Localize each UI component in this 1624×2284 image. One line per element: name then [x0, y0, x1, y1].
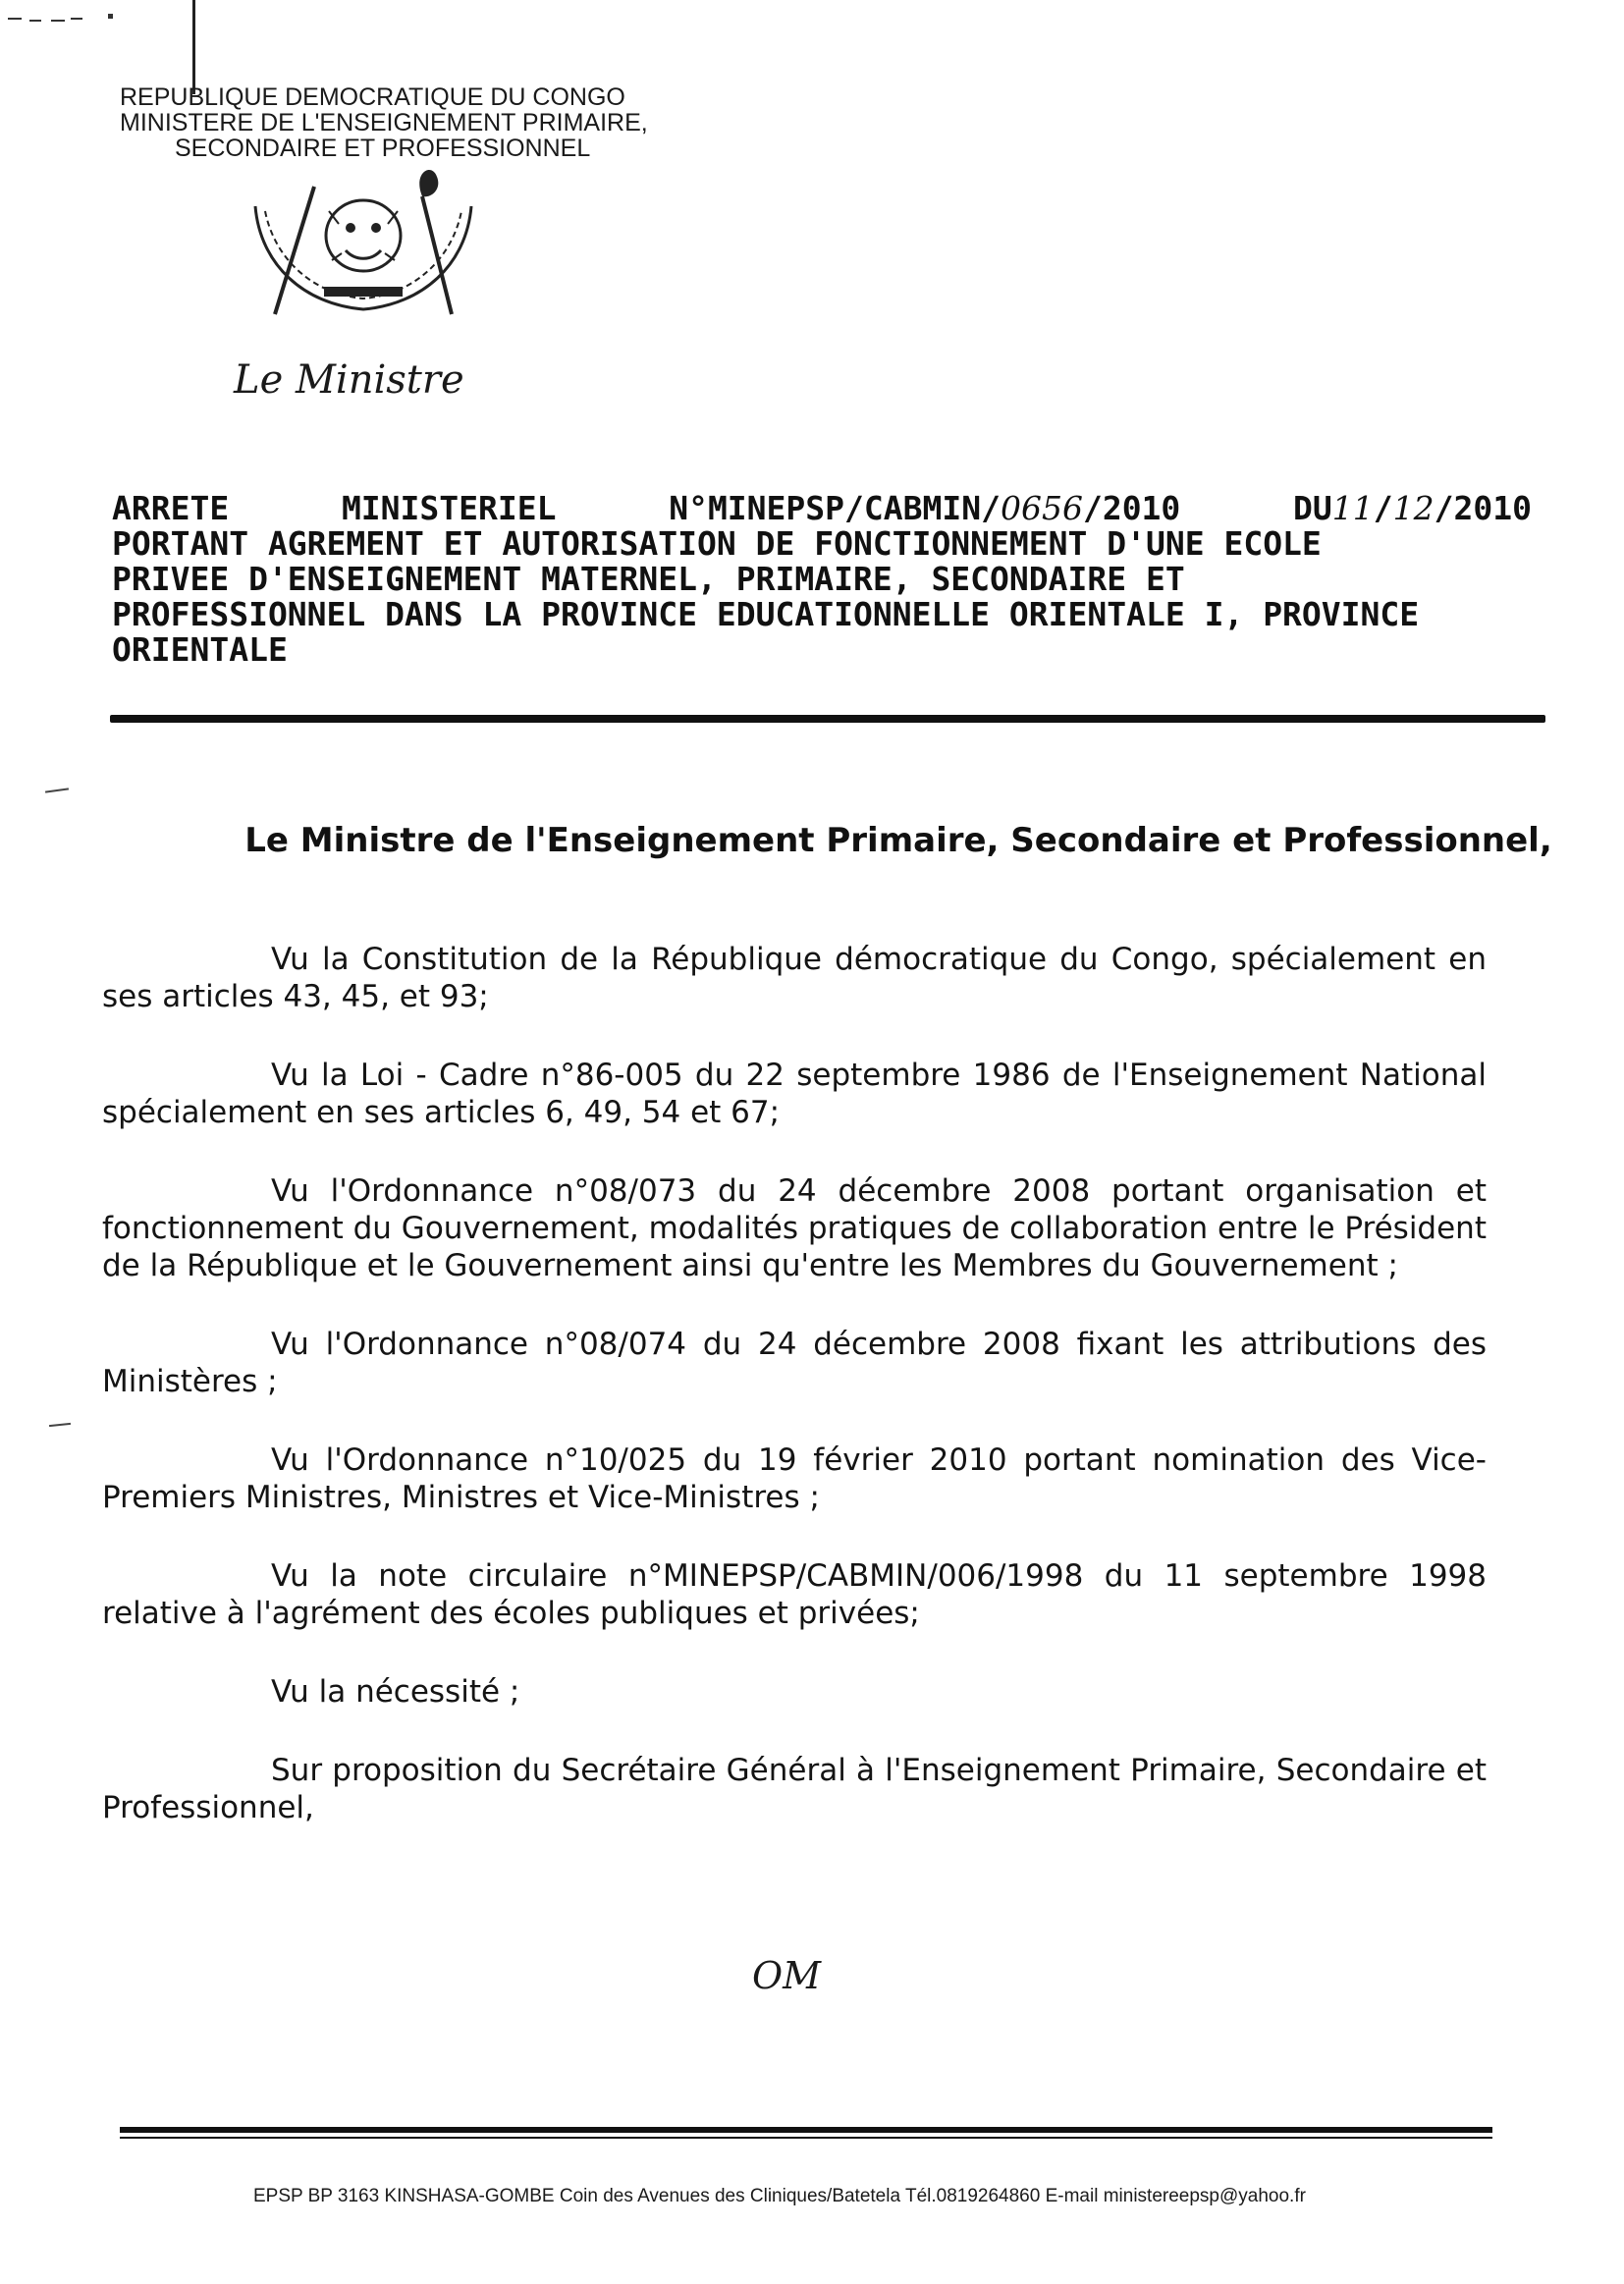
handwritten-initials: OM — [752, 1954, 822, 1997]
date-label: DU — [1293, 489, 1332, 527]
paragraph-necessite: Vu la nécessité ; — [271, 1674, 520, 1710]
title-divider — [110, 715, 1545, 723]
footer-contact: EPSP BP 3163 KINSHASA-GOMBE Coin des Avenues des Cliniques/Batetela Tél.0819264860 E-mail ministereepsp@yahoo.fr — [253, 2186, 1306, 2206]
date-year: /2010 — [1434, 489, 1532, 527]
title-line-3: PRIVEE D'ENSEIGNEMENT MATERNEL, PRIMAIRE, SECONDAIRE ET — [112, 560, 1185, 598]
title-word-ministeriel: MINISTERIEL — [341, 489, 557, 527]
letterhead — [120, 84, 648, 161]
title-word-arrete: ARRETE — [112, 489, 230, 527]
reference-year: /2010 — [1082, 489, 1181, 527]
paragraph-ordonnance-08-073: Vu l'Ordonnance n°08/073 du 24 décembre 2008 portant organisation et fonctionnement du Gouvernement, modalités pratiques de collaboration entre le Président de la République et le Gouvernement ainsi qu'entre les Membres du Gouvernement ; — [102, 1173, 1487, 1283]
coat-of-arms-icon — [236, 167, 491, 334]
scan-mark — [45, 788, 69, 792]
paragraph-loi-cadre: Vu la Loi - Cadre n°86-005 du 22 septembre 1986 de l'Enseignement National spécialement en ses articles 6, 49, 54 et 67; — [102, 1058, 1487, 1130]
scan-speck — [108, 14, 113, 19]
paragraph-constitution: Vu la Constitution de la République démocratique du Congo, spécialement en ses articles 43, 45, et 93; — [102, 942, 1487, 1014]
paragraph-note-circulaire: Vu la note circulaire n°MINEPSP/CABMIN/006/1998 du 11 septembre 1998 relative à l'agrément des écoles publiques et privées; — [102, 1558, 1487, 1631]
letterhead-ministry: MINISTERE DE L'ENSEIGNEMENT PRIMAIRE, — [120, 109, 648, 136]
letterhead-country: REPUBLIQUE DEMOCRATIQUE DU CONGO — [120, 83, 625, 111]
scan-line — [192, 0, 195, 94]
scan-speck — [8, 18, 22, 20]
minister-signature: Le Ministre — [234, 357, 464, 403]
title-date: DU11/12/2010 — [1293, 489, 1532, 527]
footer-divider — [120, 2127, 1492, 2133]
date-day: 11 — [1331, 489, 1374, 527]
title-line-4: PROFESSIONNEL DANS LA PROVINCE EDUCATIONNELLE ORIENTALE I, PROVINCE — [112, 595, 1420, 633]
date-month: 12 — [1392, 489, 1435, 527]
footer-divider-thin — [120, 2137, 1492, 2139]
title-reference — [669, 491, 1180, 526]
scan-speck — [71, 18, 82, 20]
paragraph-proposition: Sur proposition du Secrétaire Général à l'Enseignement Primaire, Secondaire et Professionnel, — [102, 1753, 1487, 1825]
preamble — [0, 821, 1624, 860]
scan-speck — [29, 20, 41, 22]
letterhead-ministry-cont: SECONDAIRE ET PROFESSIONNEL — [175, 135, 591, 162]
scan-mark — [49, 1423, 71, 1427]
paragraph-ordonnance-08-074: Vu l'Ordonnance n°08/074 du 24 décembre 2008 fixant les attributions des Ministères ; — [102, 1327, 1487, 1399]
title-line-2: PORTANT AGREMENT ET AUTORISATION DE FONCTIONNEMENT D'UNE ECOLE — [112, 524, 1322, 563]
paragraph-ordonnance-10-025: Vu l'Ordonnance n°10/025 du 19 février 2010 portant nomination des Vice-Premiers Ministres, Ministres et Vice-Ministres ; — [102, 1442, 1487, 1515]
scan-speck — [51, 20, 65, 22]
decree-title — [112, 491, 1532, 668]
reference-prefix: N°MINEPSP/CABMIN/ — [669, 489, 1001, 527]
preamble-text: Le Ministre de l'Enseignement Primaire, Secondaire et Professionnel, — [244, 821, 1552, 860]
title-line-5: ORIENTALE — [112, 630, 288, 669]
decree-body — [102, 941, 1487, 1826]
reference-number: 0656 — [1000, 489, 1083, 527]
title-line-1 — [112, 491, 1532, 526]
